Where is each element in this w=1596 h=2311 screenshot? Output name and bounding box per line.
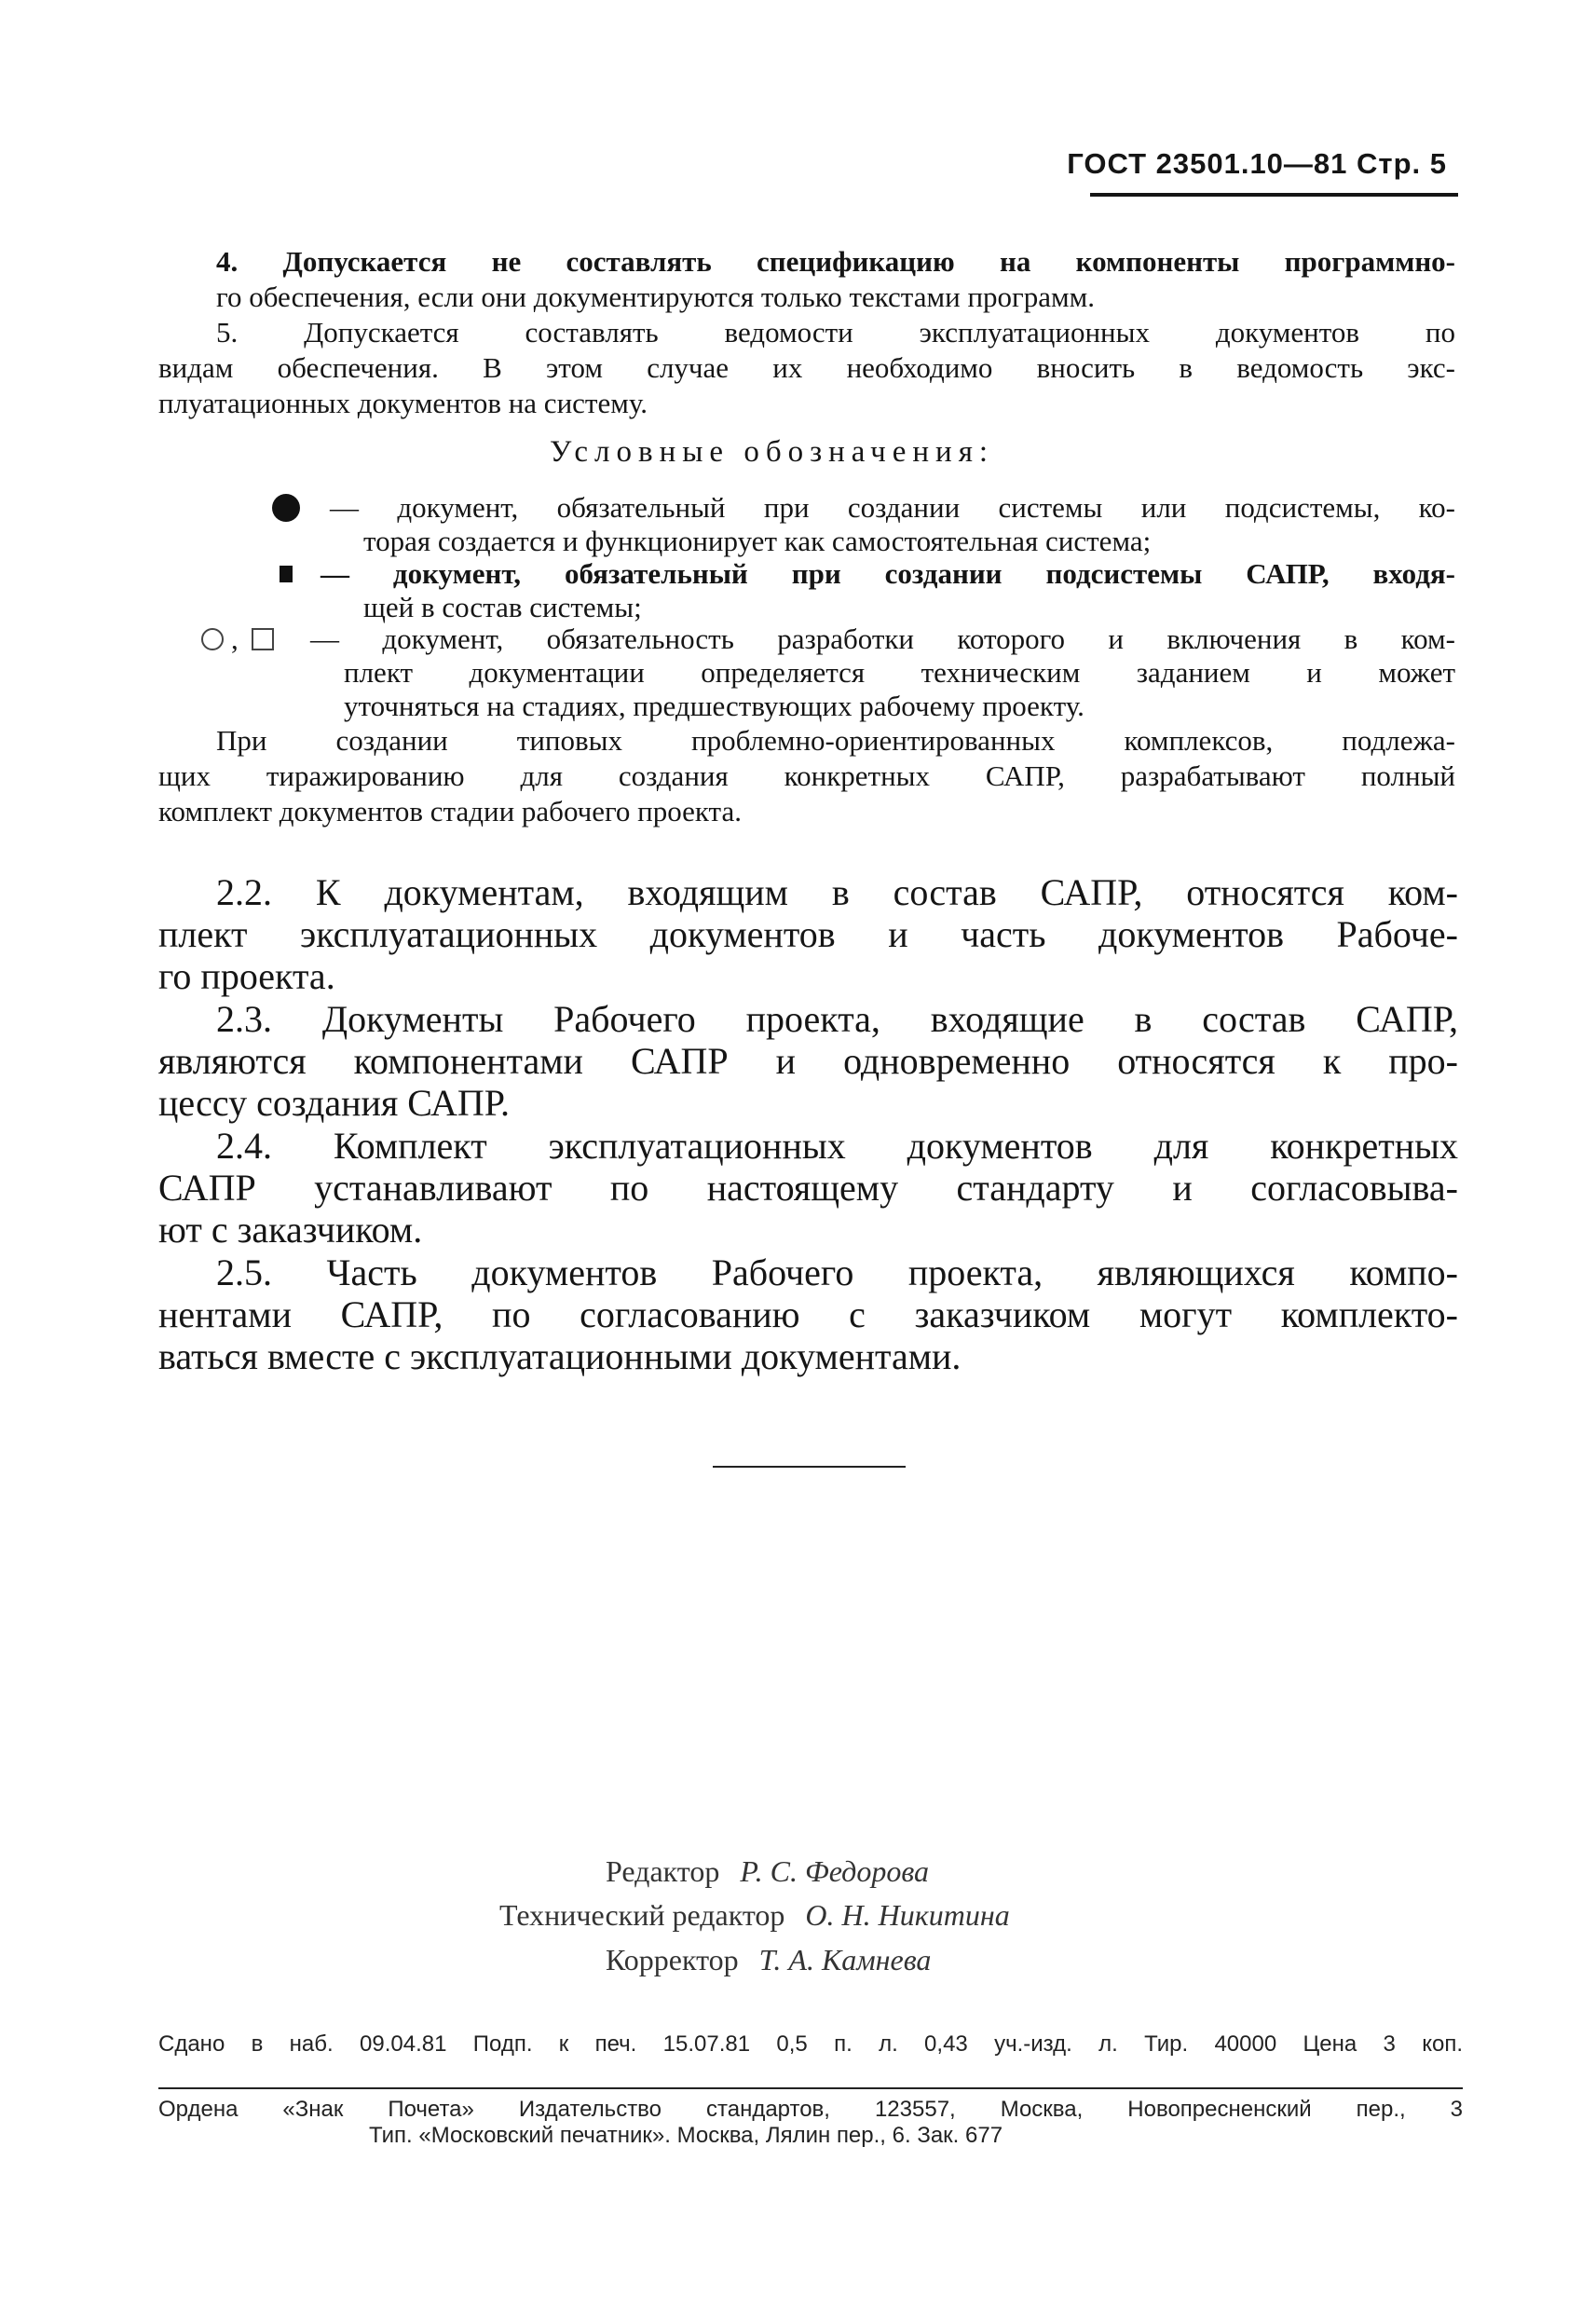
note-5-line-2: видам обеспечения. В этом случае их необходимо вносить в ведомость экс- [158,351,1455,384]
section-2-4 [158,1125,1458,1251]
section-2-5 [158,1251,1458,1377]
credit-tech-editor [499,1898,1010,1933]
note-4-line-1: 4. Допускается не составлять спецификацию на компоненты программно- [216,245,1455,278]
legend-item-2-line-1: — документ, обязательный при создании подсистемы САПР, входя- [321,557,1455,590]
credit-editor-role: Редактор [606,1854,720,1888]
legend-note-line-2: щих тиражированию для создания конкретных САПР, разрабатывают полный [158,759,1455,792]
section-2-5-line-2: нентами САПР, по согласованию с заказчиком могут комплекто- [158,1293,1458,1335]
page-header-title: ГОСТ 23501.10—81 Стр. 5 [1067,147,1447,180]
legend-item-1-line-2: торая создается и функционирует как самостоятельная система; [363,525,1152,557]
imprint-publisher [158,2097,1463,2149]
imprint-rule [158,2087,1463,2089]
section-2-4-line-1: 2.4. Комплект эксплуатационных документов для конкретных [216,1125,1458,1167]
section-2-4-line-2: САПР устанавливают по настоящему стандарту и согласовыва- [158,1167,1458,1209]
credit-proofreader-role: Корректор [606,1943,739,1976]
legend-item-1-line-1: — документ, обязательный при создании системы или подсистемы, ко- [330,491,1455,524]
header-rule [1090,193,1458,197]
imprint-line-3: Тип. «Московский печатник». Москва, Лялин пер., 6. Зак. 677 [369,2123,1003,2148]
imprint-line-1: Сдано в наб. 09.04.81 Подп. к печ. 15.07.81 0,5 п. л. 0,43 уч.-изд. л. Тир. 40000 Цена 3 коп. [158,2031,1463,2057]
credit-tech-editor-name: О. Н. Никитина [805,1898,1010,1932]
section-2-3-line-3: цессу создания САПР. [158,1082,510,1124]
legend-symbol-separator: , [231,622,239,655]
open-circle-and-square-icon [201,622,274,656]
note-5-line-3: плуатационных документов на систему. [158,387,648,419]
legend-item-3-line-1: — документ, обязательность разработки которого и включения в ком- [310,622,1455,655]
legend-note-line-3: комплект документов стадии рабочего проекта. [158,795,742,827]
section-2-3-line-2: являются компонентами САПР и одновременно относятся к про- [158,1040,1458,1082]
imprint-line-2: Ордена «Знак Почета» Издательство стандартов, 123557, Москва, Новопресненский пер., 3 [158,2097,1463,2122]
filled-square-icon [280,557,293,591]
section-2-5-line-1: 2.5. Часть документов Рабочего проекта, являющихся компо- [216,1251,1458,1293]
credit-editor [606,1854,929,1889]
credit-proofreader-name: Т. А. Камнева [758,1943,932,1976]
section-2-3 [158,998,1458,1124]
legend-item-2-line-2: щей в состав системы; [363,591,642,623]
legend-item-3-line-2: плект документации определяется техническим заданием и может [344,656,1455,689]
legend-item-3-line-3: уточняться на стадиях, предшествующих рабочему проекту. [344,690,1084,722]
credit-editor-name: Р. С. Федорова [740,1854,930,1888]
section-2-4-line-3: ют с заказчиком. [158,1209,423,1251]
filled-circle-icon [272,491,300,525]
section-2-2-line-2: плект эксплуатационных документов и часть документов Рабоче- [158,913,1458,955]
section-2-5-line-3: ваться вместе с эксплуатационными документами. [158,1335,962,1377]
note-4 [216,244,1455,315]
imprint-print-details [158,2031,1463,2058]
note-5 [158,315,1455,421]
legend-title: Условные обозначения: [550,435,995,469]
legend-note [158,723,1455,829]
section-2-2 [158,871,1458,997]
legend-note-line-1: При создании типовых проблемно-ориентированных комплексов, подлежа- [216,724,1455,757]
credit-proofreader [606,1943,931,1977]
note-5-line-1: 5. Допускается составлять ведомости эксплуатационных документов по [216,316,1455,349]
section-2-3-line-1: 2.3. Документы Рабочего проекта, входящие в состав САПР, [216,998,1458,1040]
section-separator-rule [713,1466,906,1468]
section-2-2-line-3: го проекта. [158,955,335,997]
note-4-line-2: го обеспечения, если они документируются только текстами программ. [216,280,1095,313]
credit-tech-editor-role: Технический редактор [499,1898,785,1932]
section-2-2-line-1: 2.2. К документам, входящим в состав САПР, относятся ком- [216,871,1458,913]
